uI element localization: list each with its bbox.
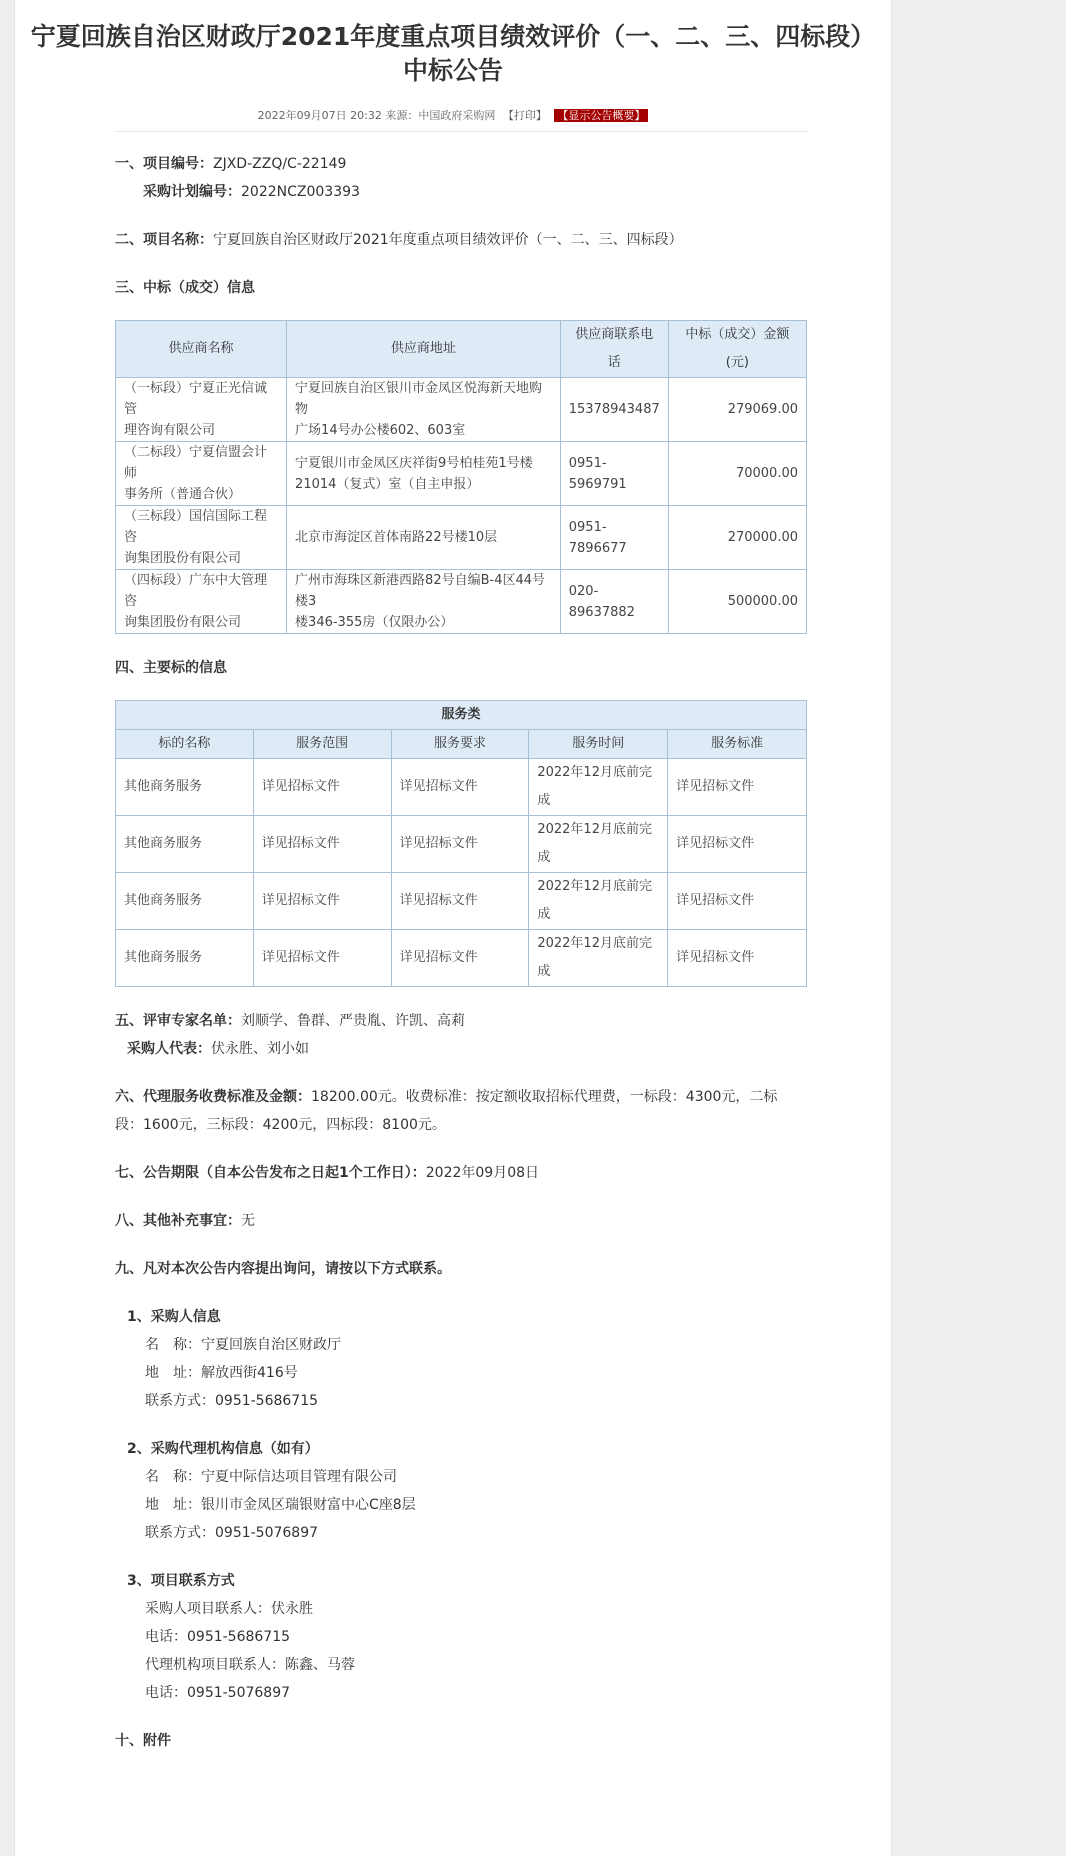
agency-project-contact: 代理机构项目联系人：陈鑫、马蓉 bbox=[145, 1657, 355, 1673]
project-name: 二、项目名称：宁夏回族自治区财政厅2021年度重点项目绩效评价（一、二、三、四标段） bbox=[115, 232, 683, 248]
announcement-body bbox=[115, 150, 815, 1755]
award-table bbox=[115, 320, 807, 634]
table-row: 其他商务服务 详见招标文件 详见招标文件 2022年12月底前完成 详见招标文件 bbox=[116, 759, 807, 816]
divider bbox=[115, 131, 807, 132]
show-summary-button[interactable]: 【显示公告概要】 bbox=[554, 109, 648, 122]
publish-info: 2022年09月07日 20:32 来源：中国政府采购网 bbox=[257, 109, 496, 122]
buyer-address: 地 址：解放西街416号 bbox=[145, 1365, 298, 1381]
agency-fee: 六、代理服务收费标准及金额：18200.00元。收费标准：按定额收取招标代理费，一标段：4300元，二标 bbox=[115, 1089, 778, 1105]
page-title: 宁夏回族自治区财政厅2021年度重点项目绩效评价（一、二、三、四标段）中标公告 bbox=[30, 22, 876, 85]
expert-list: 五、评审专家名单：刘顺学、鲁群、严贵胤、许凯、高莉 bbox=[115, 1013, 465, 1029]
meta-line bbox=[15, 108, 891, 124]
purchase-plan-number: 采购计划编号：2022NCZ003393 bbox=[143, 184, 360, 200]
buyer-info-heading: 1、采购人信息 bbox=[127, 1309, 221, 1325]
contact-heading: 九、凡对本次公告内容提出询问，请按以下方式联系。 bbox=[115, 1261, 451, 1277]
agency-fee-cont: 段：1600元，三标段：4200元，四标段：8100元。 bbox=[115, 1117, 446, 1133]
subject-info-heading: 四、主要标的信息 bbox=[115, 660, 227, 676]
category-header: 服务类 bbox=[116, 701, 807, 730]
announcement-period: 七、公告期限（自本公告发布之日起1个工作日）：2022年09月08日 bbox=[115, 1165, 540, 1181]
buyer-name: 名 称：宁夏回族自治区财政厅 bbox=[145, 1337, 341, 1353]
agency-name: 名 称：宁夏中际信达项目管理有限公司 bbox=[145, 1469, 397, 1485]
other-matters: 八、其他补充事宜：无 bbox=[115, 1213, 255, 1229]
agency-project-phone: 电话：0951-5076897 bbox=[145, 1685, 291, 1701]
award-info-heading: 三、中标（成交）信息 bbox=[115, 280, 255, 296]
buyer-representative: 采购人代表：伏永胜、刘小如 bbox=[127, 1041, 309, 1057]
project-contact-heading: 3、项目联系方式 bbox=[127, 1573, 235, 1589]
agency-info-heading: 2、采购代理机构信息（如有） bbox=[127, 1441, 319, 1457]
table-row: （四标段）广东中大管理咨 询集团股份有限公司 广州市海珠区新港西路82号自编B-4区44号楼3 楼346-355房（仅限办公） 020- 89637882 500000.00 bbox=[116, 570, 807, 634]
award-table-header: 供应商名称 供应商地址 供应商联系电话 中标（成交）金额(元) bbox=[116, 321, 807, 378]
table-row: （一标段）宁夏正光信诚管 理咨询有限公司 宁夏回族自治区银川市金凤区悦海新天地购物 广场14号办公楼602、603室 15378943487 279069.00 bbox=[116, 378, 807, 442]
buyer-project-contact: 采购人项目联系人：伏永胜 bbox=[145, 1601, 313, 1617]
agency-address: 地 址：银川市金凤区瑞银财富中心C座8层 bbox=[145, 1497, 416, 1513]
table-row: （二标段）宁夏信盟会计师 事务所（普通合伙） 宁夏银川市金凤区庆祥街9号柏桂苑1号楼 21014（复式）室（自主申报） 0951- 5969791 70000.00 bbox=[116, 442, 807, 506]
announcement-page bbox=[14, 0, 892, 1856]
print-link[interactable]: 【打印】 bbox=[502, 109, 547, 122]
table-row: 其他商务服务 详见招标文件 详见招标文件 2022年12月底前完成 详见招标文件 bbox=[116, 930, 807, 987]
buyer-project-phone: 电话：0951-5686715 bbox=[145, 1629, 291, 1645]
agency-contact: 联系方式：0951-5076897 bbox=[145, 1525, 319, 1541]
subject-table bbox=[115, 700, 807, 987]
table-row: 其他商务服务 详见招标文件 详见招标文件 2022年12月底前完成 详见招标文件 bbox=[116, 873, 807, 930]
table-row: 其他商务服务 详见招标文件 详见招标文件 2022年12月底前完成 详见招标文件 bbox=[116, 816, 807, 873]
subject-table-header: 标的名称 服务范围 服务要求 服务时间 服务标准 bbox=[116, 730, 807, 759]
buyer-contact: 联系方式：0951-5686715 bbox=[145, 1393, 319, 1409]
attachments-heading: 十、附件 bbox=[115, 1733, 171, 1749]
project-number: 一、项目编号：ZJXD-ZZQ/C-22149 bbox=[115, 156, 347, 172]
table-row: （三标段）国信国际工程咨 询集团股份有限公司 北京市海淀区首体南路22号楼10层 0951- 7896677 270000.00 bbox=[116, 506, 807, 570]
